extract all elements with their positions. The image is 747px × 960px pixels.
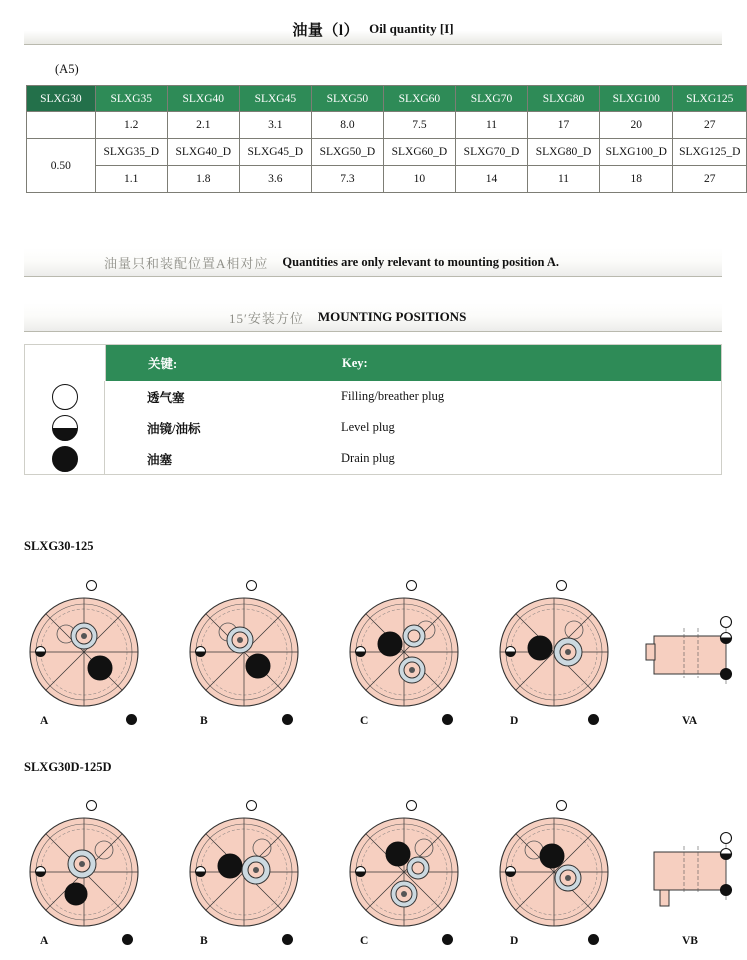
- page-title-en: Oil quantity [I]: [369, 21, 454, 36]
- oil-quantity-table: [26, 85, 747, 193]
- mounting-diagram-b: [178, 580, 310, 740]
- table-cell: SLXG100_D: [600, 139, 673, 166]
- table-header-row: [27, 86, 747, 112]
- circle-empty-icon: [86, 580, 97, 591]
- table-cell: 10: [383, 166, 455, 193]
- table-cell: 14: [455, 166, 527, 193]
- mounting-positions-row-2: [10, 800, 737, 960]
- position-label: B: [200, 715, 208, 727]
- mounting-diagram-c: [338, 580, 470, 740]
- circle-half-icon: [355, 866, 366, 877]
- table-cell: SLXG80_D: [528, 139, 600, 166]
- table-cell: SLXG35_D: [95, 139, 167, 166]
- circle-empty-icon: [246, 800, 257, 811]
- symbol-cell: [25, 443, 105, 474]
- key-label-cn: 油塞: [147, 452, 173, 467]
- mounting-positions-row-1: [10, 580, 737, 740]
- column-header: SLXG80: [528, 86, 600, 112]
- column-header: SLXG40: [167, 86, 239, 112]
- position-label: C: [360, 715, 369, 727]
- circle-empty-icon: [406, 580, 417, 591]
- circle-half-icon: [35, 866, 46, 877]
- column-header: SLXG70: [455, 86, 527, 112]
- position-label: D: [510, 935, 519, 947]
- side-view-label: VA: [682, 715, 698, 727]
- circle-empty-icon: [556, 580, 567, 591]
- mounting-diagram-d: [488, 580, 620, 740]
- note-cn: 油量只和装配位置A相对应: [104, 255, 269, 271]
- side-view-va: [640, 580, 747, 740]
- position-label: D: [510, 715, 519, 727]
- position-label: B: [200, 935, 208, 947]
- table-cell: 1.1: [95, 166, 167, 193]
- position-label: C: [360, 935, 369, 947]
- section-title-slxg30d-125d: SLXG30D-125D: [24, 760, 112, 774]
- circle-half-icon: [355, 646, 366, 657]
- key-label-cn: 油镜/油标: [147, 421, 201, 436]
- table-cell: 27: [673, 166, 747, 193]
- table-cell: 3.1: [239, 112, 311, 139]
- table-label: (A5): [55, 62, 79, 76]
- circle-empty-icon: [406, 800, 417, 811]
- circle-empty-icon: [52, 384, 78, 410]
- symbol-cell: [25, 381, 105, 412]
- circle-full-icon: [126, 714, 137, 725]
- mounting-diagram-a: [18, 800, 150, 960]
- key-row: [25, 381, 721, 412]
- note-en: MOUNTING POSITIONS: [317, 309, 467, 324]
- circle-empty-icon: [246, 580, 257, 591]
- key-table-header: [25, 345, 721, 381]
- key-table: [24, 344, 722, 475]
- position-label: A: [40, 715, 49, 727]
- note-bar-mounting-positions: [24, 303, 722, 332]
- mounting-diagram-a: [18, 580, 150, 740]
- mounting-diagram-d: [488, 800, 620, 960]
- key-label-cn: 透气塞: [147, 390, 185, 405]
- column-header: SLXG100: [600, 86, 673, 112]
- table-cell: SLXG40_D: [167, 139, 239, 166]
- symbol-cell: [25, 412, 105, 443]
- key-header-en: Key:: [342, 355, 368, 370]
- mounting-diagram-b: [178, 800, 310, 960]
- circle-full-icon: [282, 714, 293, 725]
- position-label: A: [40, 935, 49, 947]
- circle-half-icon: [505, 866, 516, 877]
- table-row: [27, 139, 747, 166]
- circle-full-icon: [122, 934, 133, 945]
- column-header: SLXG30: [27, 86, 96, 112]
- key-header-cn: 关键:: [148, 357, 178, 371]
- section-title-slxg30-125: SLXG30-125: [24, 539, 94, 553]
- table-cell: 2.1: [167, 112, 239, 139]
- key-label-en: Level plug: [341, 420, 395, 434]
- side-view-vb: [640, 800, 747, 960]
- note-cn: 15′安装方位: [229, 310, 304, 326]
- column-header: SLXG125: [673, 86, 747, 112]
- circle-half-icon: [52, 415, 78, 441]
- circle-half-icon: [505, 646, 516, 657]
- circle-full-icon: [52, 446, 78, 472]
- table-row: [27, 166, 747, 193]
- table-cell: 20: [600, 112, 673, 139]
- table-cell: 18: [600, 166, 673, 193]
- table-cell: 17: [528, 112, 600, 139]
- table-cell: 3.6: [239, 166, 311, 193]
- key-header-blank: [25, 345, 106, 381]
- circle-empty-icon: [556, 800, 567, 811]
- table-row: [27, 112, 747, 139]
- page-title: [24, 14, 722, 45]
- key-table-body: [25, 381, 721, 474]
- table-cell: 8.0: [311, 112, 383, 139]
- table-cell: 1.2: [95, 112, 167, 139]
- mounting-diagram-c: [338, 800, 470, 960]
- circle-full-icon: [442, 714, 453, 725]
- table-cell-empty: [27, 112, 96, 139]
- key-row: [25, 443, 721, 474]
- table-cell: 27: [673, 112, 747, 139]
- circle-full-icon: [282, 934, 293, 945]
- table-cell: SLXG125_D: [673, 139, 747, 166]
- key-row: [25, 412, 721, 443]
- page-title-cn: 油量（l）: [292, 22, 360, 39]
- circle-half-icon: [35, 646, 46, 657]
- circle-half-icon: [195, 866, 206, 877]
- column-header: SLXG60: [383, 86, 455, 112]
- circle-half-icon: [195, 646, 206, 657]
- column-header: SLXG50: [311, 86, 383, 112]
- key-label-en: Drain plug: [341, 451, 395, 465]
- table-cell: SLXG50_D: [311, 139, 383, 166]
- table-cell: SLXG60_D: [383, 139, 455, 166]
- table-cell-first-column: 0.50: [27, 139, 96, 193]
- note-en: Quantities are only relevant to mounting position A.: [282, 254, 560, 269]
- key-label-en: Filling/breather plug: [341, 389, 445, 403]
- table-cell: SLXG45_D: [239, 139, 311, 166]
- circle-full-icon: [442, 934, 453, 945]
- note-bar-quantities: [24, 248, 722, 277]
- table-cell: 7.5: [383, 112, 455, 139]
- circle-full-icon: [588, 714, 599, 725]
- table-cell: 7.3: [311, 166, 383, 193]
- table-cell: SLXG70_D: [455, 139, 527, 166]
- table-cell: 1.8: [167, 166, 239, 193]
- table-cell: 11: [528, 166, 600, 193]
- table-cell: 11: [455, 112, 527, 139]
- circle-empty-icon: [86, 800, 97, 811]
- side-view-label: VB: [682, 935, 698, 947]
- circle-full-icon: [588, 934, 599, 945]
- column-header: SLXG45: [239, 86, 311, 112]
- column-header: SLXG35: [95, 86, 167, 112]
